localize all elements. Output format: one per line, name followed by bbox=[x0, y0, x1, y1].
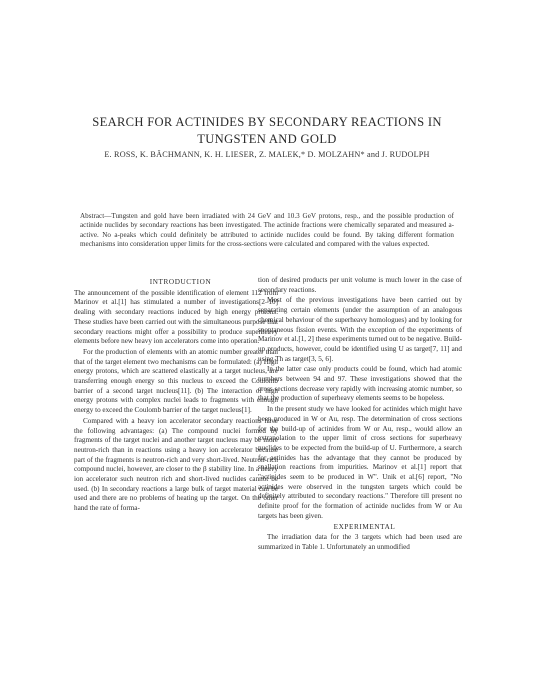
section-heading-experimental: EXPERIMENTAL bbox=[333, 522, 396, 531]
paper-title-line-1: SEARCH FOR ACTINIDES BY SECONDARY REACTIONS IN bbox=[92, 115, 442, 129]
right-column bbox=[258, 276, 462, 554]
paper-title bbox=[70, 114, 464, 148]
body-paragraph: In the latter case only products could be found, which had atomic numbers between 94 and 97. These investigations showed that the cross sections decrease very rapidly with increasing atomic number, so that the production of superheavy elements seems to be hopeless. bbox=[258, 365, 462, 403]
body-paragraph: Most of the previous investigations have been carried out by separating certain elements (under the assumption of an analogous chemical behaviour of the superheavy homologues) and by looking for spontaneous fission events. With the exception of the experiments of Marinov et al.[1, 2] these experiments turned out to be negative. Build-up products, however, could be identified using U as target[7, 11] and using Th as target[3, 5, 6]. bbox=[258, 296, 462, 363]
paper-authors: E. ROSS, K. BÄCHMANN, K. H. LIESER, Z. MALEK,* D. MOLZAHN* and J. RUDOLPH bbox=[104, 150, 430, 159]
body-paragraph: The irradiation data for the 3 targets which had been used are summarized in Table 1. Unfortunately an unmodified bbox=[258, 533, 462, 551]
body-paragraph: For the production of elements with an atomic number greater than that of the target element two mechanisms can be formulated: (a) High energy protons, which are scattered elastically at a target nucleus, are transferring enough energy so this nucleus to exceed the Coulomb barrier of a second target nucleus[11]. (b) The interaction of high energy protons with complex nuclei leads to fragments with enough energy to exceed the Coulomb barrier of the target nucleus[1]. bbox=[74, 347, 278, 415]
body-paragraph: The announcement of the possible identification of element 112 from Marinov et al.[1] has stimulated a number of investigations[2–10] dealing with secondary reactions induced by high energy protons. These studies have been carried out with the simultaneous purpose that secondary reactions might offer a possibility to produce superheavy elements before new heavy ion accelerators come into operation. bbox=[74, 288, 278, 346]
section-heading-introduction: INTRODUCTION bbox=[149, 278, 212, 286]
paper-title-line-2: TUNGSTEN AND GOLD bbox=[197, 132, 337, 146]
body-paragraph: Compared with a heavy ion accelerator secondary reactions have the following advantages: (a) The compound nuclei formed by fragments of the target nuclei and another target nucleus may be more neutron-rich than in reactions using a heavy ion accelerator because part of the fragments is neutron-rich and very short-lived. Neutron-rich compound nuclei, however, are closer to the β stability line. In a heavy ion accelerator such neutron rich and short-lived nuclides cannot be used. (b) In secondary reactions a large bulk of target material can be used and there are no problems of heating up the target. On the other hand the rate of forma- bbox=[74, 416, 278, 513]
abstract: Abstract—Tungsten and gold have been irradiated with 24 GeV and 10.3 GeV protons, resp., and the possible production of actinide nuclides by secondary reactions has been investigated. The actinide fractions were chemically separated and measured a-active. No a-peaks which could definitely be attributed to actinide nuclides could be found. By taking different formation mechanisms into consideration upper limits for the cross-sections were calculated and compared with the values expected. bbox=[80, 212, 454, 248]
body-paragraph: In the present study we have looked for actinides which might have been produced in W or Au, resp. The determination of cross sections for the build-up of actinides from W or Au, resp., would allow an extrapolation to the upper limit of cross sections for superheavy nuclides to be expected from the build-up of U. Furthermore, a search for actinides has the advantage that they cannot be produced by spallation reactions from impurities. Marinov et al.[1] report that "actinides seem to be produced in W". Unik et al.[6] report, "No actinides were observed in the tungsten targets which could be definitely attributed to secondary reactions." Therefore till present no definite proof for the formation of actinide nuclides from W or Au targets has been given. bbox=[258, 405, 462, 520]
left-column bbox=[74, 278, 278, 515]
body-paragraph: tion of desired products per unit volume is much lower in the case of secondary reactions. bbox=[258, 276, 462, 294]
